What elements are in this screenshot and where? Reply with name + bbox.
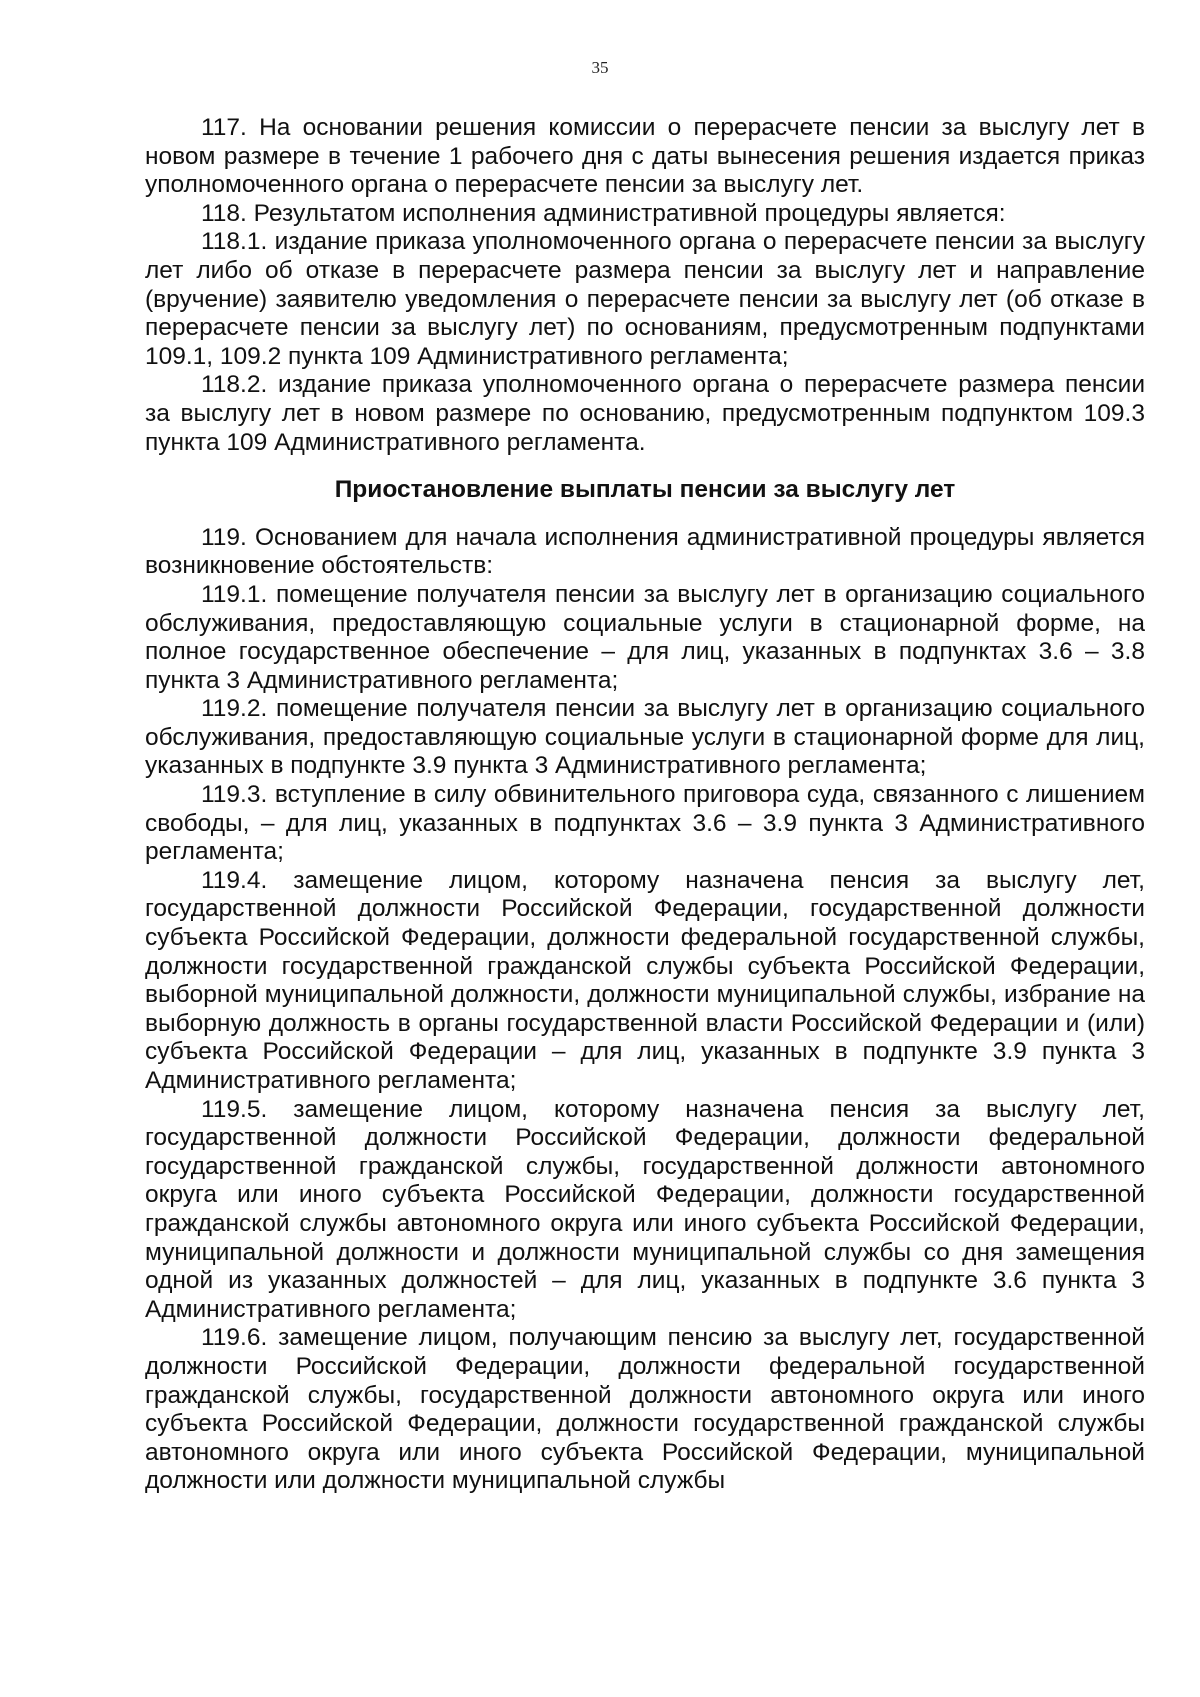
paragraph-119-3: 119.3. вступление в силу обвинительного приговора суда, связанного с лишением свободы, – для лиц, указанных в подпунктах 3.6 – 3.9 пункта 3 Административного регламента;: [145, 781, 1145, 866]
paragraph-119-1: 119.1. помещение получателя пенсии за выслугу лет в организацию социального обслуживания, предоставляющую социальные услуги в стационарной форме, на полное государственное обеспечение – для лиц, указанных в подпунктах 3.6 – 3.8 пункта 3 Административного регламента;: [145, 580, 1145, 694]
document-body: [145, 114, 1145, 1496]
paragraph-119: 119. Основанием для начала исполнения административной процедуры является возникновение обстоятельств:: [145, 523, 1145, 580]
paragraph-118-1: 118.1. издание приказа уполномоченного органа о перерасчете пенсии за выслугу лет либо об отказе в перерасчете размера пенсии за выслугу лет и направление (вручение) заявителю уведомления о перерасчете пенсии за выслугу лет (об отказе в перерасчете пенсии за выслугу лет) по основаниям, предусмотренным подпунктами 109.1, 109.2 пункта 109 Административного регламента;: [145, 228, 1145, 370]
paragraph-119-2: 119.2. помещение получателя пенсии за выслугу лет в организацию социального обслуживания, предоставляющую социальные услуги в стационарной форме для лиц, указанных в подпункте 3.9 пункта 3 Административного регламента;: [145, 695, 1145, 780]
paragraph-118: 118. Результатом исполнения административной процедуры является:: [201, 199, 1006, 227]
paragraph-118-2: 118.2. издание приказа уполномоченного органа о перерасчете размера пенсии за выслугу лет в новом размере по основанию, предусмотренным подпунктом 109.3 пункта 109 Административного регламента.: [145, 371, 1145, 456]
page-number: 35: [591, 58, 609, 77]
section-heading: Приостановление выплаты пенсии за выслугу лет: [334, 476, 956, 504]
paragraph-119-4: 119.4. замещение лицом, которому назначена пенсия за выслугу лет, государственной должности Российской Федерации, государственной должности субъекта Российской Федерации, должности федеральной государственной службы, должности государственной гражданской службы субъекта Российской Федерации, выборной муниципальной должности, должности муниципальной службы, избрание на выборную должность в органы государственной власти Российской Федерации и (или) субъекта Российской Федерации – для лиц, указанных в подпункте 3.9 пункта 3 Административного регламента;: [145, 866, 1145, 1094]
paragraph-117: 117. На основании решения комиссии о перерасчете пенсии за выслугу лет в новом размере в течение 1 рабочего дня с даты вынесения решения издается приказ уполномоченного органа о перерасчете пенсии за выслугу лет.: [145, 114, 1145, 199]
paragraph-119-5: 119.5. замещение лицом, которому назначена пенсия за выслугу лет, государственной должности Российской Федерации, должности федеральной государственной гражданской службы, государственной должности автономного округа или иного субъекта Российской Федерации, должности государственной гражданской службы автономного округа или иного субъекта Российской Федерации, муниципальной должности и должности муниципальной службы со дня замещения одной из указанных должностей – для лиц, указанных в подпункте 3.6 пункта 3 Административного регламента;: [145, 1095, 1145, 1323]
paragraph-119-6: 119.6. замещение лицом, получающим пенсию за выслугу лет, государственной должности Российской Федерации, должности федеральной государственной гражданской службы, государственной должности автономного округа или иного субъекта Российской Федерации, должности государственной гражданской службы автономного округа или иного субъекта Российской Федерации, муниципальной должности или должности муниципальной службы: [145, 1324, 1145, 1495]
